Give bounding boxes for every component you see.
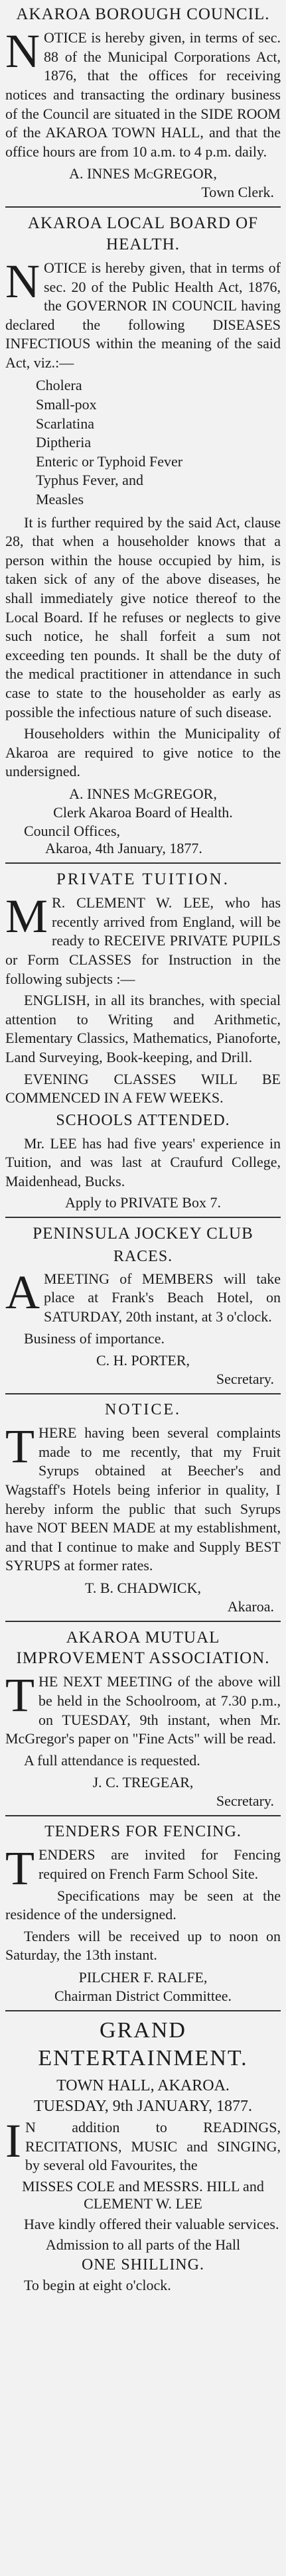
syrups-notice-role: Akaroa. [227,1597,274,1615]
jockey-club-subtitle: RACES. [113,1247,173,1265]
jockey-club-ad [5,1223,281,1389]
grand-entertainment-title: GRAND ENTERTAINMENT. [38,2017,248,2071]
apply-private-box: Apply to PRIVATE Box 7. [65,1193,221,1211]
borough-council-notice [5,4,281,201]
health-board-notice [5,213,281,857]
health-board-body-3: Householders within the Municipality of Akaroa are required to give notice to the undersigned. [5,725,281,780]
grand-entertainment-begin: To begin at eight o'clock. [24,2277,171,2294]
grand-entertainment-place: TOWN HALL, AKAROA. [56,2076,230,2094]
borough-council-body: NOTICE is hereby given, in terms of sec. 88 of the Municipal Corporations Act, 1876, that the offices for receiving notices and transacting the ordinary business of the Council are situated in the SIDE ROOM of the AKAROA TOWN HALL, and that the office hours are from 10 a.m. to 4 p.m. daily. [5,25,281,160]
private-tuition-ad [5,869,281,1211]
borough-council-signer: A. INNES McGREGOR, [69,165,217,182]
disease-item: Measles [36,491,84,508]
grand-entertainment-price: ONE SHILLING. [82,2256,204,2274]
divider [5,1621,281,1622]
schools-attended-body: Mr. LEE has had five years' experience in Tuition, and was last at Craufurd College, Maidenhead, Bucks. [5,1134,281,1189]
health-board-body-2: It is further required by the said Act, clause 28, that when a householder knows that a person within the house occupied by him, is taken sick of any of the above diseases, he shall immediately give notice thereof to the Local Board. If he refuses or neglects to give such notice, he shall forfeit a sum not exceeding ten pounds. It shall be the duty of the medical practitioner in attendance in such case to state to the householder as early as possible the infectious nature of such disease. [5,513,281,720]
syrups-notice-signer: T. B. CHADWICK, [85,1579,201,1596]
syrups-notice-title: NOTICE. [105,1401,181,1419]
grand-entertainment-admission: Admission to all parts of the Hall [45,2236,241,2254]
mutual-improvement-role: Secretary. [216,1793,274,1810]
grand-entertainment-ad [5,2017,281,2294]
health-board-role: Clerk Akaroa Board of Health. [53,803,233,821]
mutual-improvement-body-2: A full attendance is requested. [24,1751,200,1769]
diseases-list [36,376,281,509]
grand-entertainment-body: IN addition to READINGS, RECITATIONS, MUSIC and SINGING, by several old Favourites, the [5,2114,281,2174]
borough-council-role: Town Clerk. [201,184,274,201]
private-tuition-title: PRIVATE TUITION. [56,870,230,888]
disease-item: Cholera [36,377,82,394]
grand-entertainment-body-2: Have kindly offered their valuable services. [24,2215,279,2232]
jockey-club-signer: C. H. PORTER, [96,1352,190,1369]
health-board-date: Akaroa, 4th January, 1877. [45,839,202,856]
syrups-notice [5,1400,281,1615]
disease-item: Typhus Fever, and [36,472,143,489]
disease-item: Diptheria [36,434,92,451]
health-board-signer: A. INNES McGREGOR, [69,785,217,802]
health-board-title: AKAROA LOCAL BOARD OF HEALTH. [27,214,259,253]
private-tuition-subjects: ENGLISH, in all its branches, with special attention to Writing and Arithmetic, Elementary Classics, Mathematics, Pianoforte, Land Surveying, Book-keeping, and Drill. [5,992,281,1065]
borough-council-title: AKAROA BOROUGH COUNCIL. [16,5,270,23]
divider [5,1217,281,1218]
divider [5,1815,281,1816]
health-board-body: NOTICE is hereby given, that in terms of sec. 20 of the Public Health Act, 1876, the GOVERNOR IN COUNCIL having declared the following DISEASES INFECTIOUS within the meaning of the said Act, viz.:— [5,254,281,371]
grand-entertainment-date: TUESDAY, 9th JANUARY, 1877. [34,2097,252,2115]
jockey-club-role: Secretary. [216,1371,274,1388]
private-tuition-body: MR. CLEMENT W. LEE, who has recently arrived from England, will be ready to RECEIVE PRIVATE PUPILS or Form CLASSES for Instruction in the following subjects :— [5,890,281,987]
jockey-club-title: PENINSULA JOCKEY CLUB [33,1224,253,1243]
fencing-tenders-title: TENDERS FOR FENCING. [44,1823,242,1841]
disease-item: Enteric or Typhoid Fever [36,452,183,470]
grand-entertainment-performers: MISSES COLE and MESSRS. HILL and CLEMENT W. LEE [22,2177,264,2212]
disease-item: Scarlatina [36,415,94,432]
divider [5,862,281,864]
divider [5,2010,281,2011]
fencing-tenders-body: TENDERS are invited for Fencing required on French Farm School Site. [5,1842,281,1895]
evening-classes-note: EVENING CLASSES WILL BE COMMENCED IN A FEW WEEKS. [5,1070,281,1107]
fencing-tenders-signer: PILCHER F. RALFE, [78,1968,208,1986]
divider [5,1393,281,1394]
divider [5,206,281,208]
fencing-tenders-ad [5,1822,281,2005]
fencing-tenders-role: Chairman District Committee. [54,1987,232,2004]
mutual-improvement-signer: J. C. TREGEAR, [92,1774,194,1791]
mutual-improvement-ad [5,1627,281,1810]
syrups-notice-body: THERE having been several complaints made to me recently, that my Fruit Syrups obtained at Beecher's and Wagstaff's Hotels being inferior in quality, I hereby inform the public that such Syrups have NOT BEEN MADE at my establishment, and that I continue to make and Supply BEST SYRUPS at former rates. [5,1420,281,1574]
jockey-club-body: AMEETING of MEMBERS will take place at Frank's Beach Hotel, on SATURDAY, 20th instant, at 3 o'clock. [5,1265,281,1325]
jockey-club-body-2: Business of importance. [24,1329,165,1347]
fencing-tenders-body-2: Specifications may be seen at the residence of the undersigned. [5,1887,281,1923]
fencing-tenders-body-3: Tenders will be received up to noon on Saturday, the 13th instant. [5,1927,281,1964]
mutual-improvement-title: AKAROA MUTUAL IMPROVEMENT ASSOCIATION. [16,1628,270,1668]
mutual-improvement-body: THE NEXT MEETING of the above will be held in the Schoolroom, at 7.30 p.m., on TUESDAY, 9th instant, when Mr. McGregor's paper on "Fine Acts" will be read. [5,1668,281,1747]
health-board-office: Council Offices, [24,822,121,839]
disease-item: Small-pox [36,396,97,413]
schools-attended-title: SCHOOLS ATTENDED. [56,1111,230,1129]
